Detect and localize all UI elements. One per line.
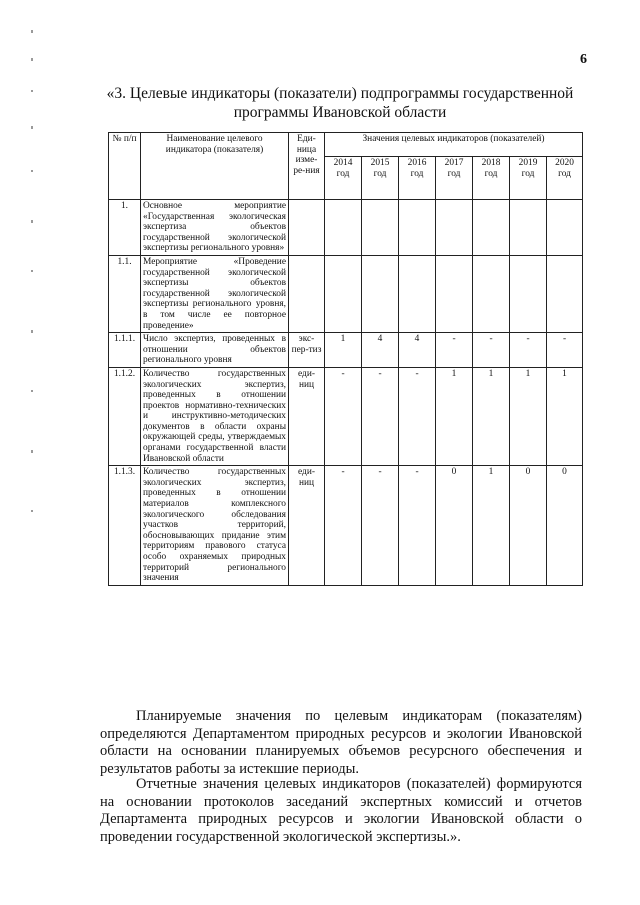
row-name: Количество государственных экологических экспертиз, проведенных в отношении материалов комплексного экологического обследования участков территорий, обосновывающих придание этим территориям правового статуса особо охраняемых природных территорий регионального значения (141, 466, 289, 586)
paragraph-planned-values (100, 708, 582, 778)
row-unit: экс-пер-тиз (289, 333, 325, 368)
row-value: - (325, 466, 362, 586)
header-year: 2019 год (510, 157, 547, 200)
row-value: - (547, 333, 583, 368)
section-heading (100, 84, 580, 122)
row-unit (289, 200, 325, 256)
row-unit (289, 255, 325, 332)
header-year: 2016 год (399, 157, 436, 200)
table-row (109, 367, 583, 465)
row-value: - (325, 367, 362, 465)
row-value (399, 200, 436, 256)
paragraph-text: Планируемые значения по целевым индикаторам (показателям) определяются Департаментом природных ресурсов и экологии Ивановской области на основании планируемых объемов ресурсного обеспечения и результатов работы за истекшие периоды. (100, 708, 582, 777)
row-value (510, 255, 547, 332)
row-value: 1 (325, 333, 362, 368)
row-value (473, 200, 510, 256)
header-row (109, 133, 583, 157)
row-value: - (436, 333, 473, 368)
row-value: 1 (473, 367, 510, 465)
row-num: 1. (109, 200, 141, 256)
table-row (109, 466, 583, 586)
row-num: 1.1. (109, 255, 141, 332)
row-value (362, 200, 399, 256)
row-value: - (473, 333, 510, 368)
row-name: Мероприятие «Проведение государственной экологической экспертизы объектов государственной экологической экспертизы регионального уровня, в том числе ее повторное проведение» (141, 255, 289, 332)
row-value: 0 (436, 466, 473, 586)
row-name: Число экспертиз, проведенных в отношении объектов регионального уровня (141, 333, 289, 368)
row-num: 1.1.1. (109, 333, 141, 368)
row-value: 4 (399, 333, 436, 368)
row-name: Основное мероприятие «Государственная экологическая экспертиза объектов государственной экологической экспертизы регионального уровня» (141, 200, 289, 256)
row-value: 0 (510, 466, 547, 586)
row-value: 1 (473, 466, 510, 586)
table-row (109, 200, 583, 256)
row-value (325, 200, 362, 256)
paragraph-reported-values (100, 776, 582, 846)
binding-hole-marks (28, 30, 36, 550)
heading-line-1: «3. Целевые индикаторы (показатели) подпрограммы государственной (106, 85, 574, 102)
row-unit: еди-ниц (289, 367, 325, 465)
row-value (436, 255, 473, 332)
row-value (547, 255, 583, 332)
paragraph-text: Отчетные значения целевых индикаторов (показателей) формируются на основании протоколов заседаний экспертных комиссий и отчетов Департамента природных ресурсов и экологии Ивановской области о проведении государственной экологической экспертизы.». (100, 776, 582, 845)
row-value: - (399, 466, 436, 586)
row-value (362, 255, 399, 332)
header-year: 2017 год (436, 157, 473, 200)
row-unit: еди-ниц (289, 466, 325, 586)
row-name: Количество государственных экологических экспертиз, проведенных в отношении проектов нормативно-технических и инструктивно-методических документов в области охраны окружающей среды, утверждаемых органами государственной власти Ивановской области (141, 367, 289, 465)
table-row (109, 333, 583, 368)
row-value (436, 200, 473, 256)
header-name: Наименование целевого индикатора (показателя) (141, 133, 289, 200)
header-num: № п/п (109, 133, 141, 200)
row-value: 0 (547, 466, 583, 586)
header-year: 2020 год (547, 157, 583, 200)
header-year: 2018 год (473, 157, 510, 200)
row-value: 1 (510, 367, 547, 465)
page-number: 6 (580, 52, 587, 67)
row-num: 1.1.2. (109, 367, 141, 465)
row-value: - (510, 333, 547, 368)
heading-line-2: программы Ивановской области (233, 104, 447, 121)
row-value (510, 200, 547, 256)
header-unit: Еди-ница изме-ре-ния (289, 133, 325, 200)
row-value: 1 (547, 367, 583, 465)
row-value: - (399, 367, 436, 465)
row-value (399, 255, 436, 332)
row-value (325, 255, 362, 332)
table-row (109, 255, 583, 332)
row-value: - (362, 367, 399, 465)
header-values-group: Значения целевых индикаторов (показателей) (325, 133, 583, 157)
row-value: 1 (436, 367, 473, 465)
row-value: 4 (362, 333, 399, 368)
header-year: 2014 год (325, 157, 362, 200)
row-value (473, 255, 510, 332)
header-year: 2015 год (362, 157, 399, 200)
indicators-table (108, 132, 583, 586)
row-num: 1.1.3. (109, 466, 141, 586)
row-value (547, 200, 583, 256)
row-value: - (362, 466, 399, 586)
